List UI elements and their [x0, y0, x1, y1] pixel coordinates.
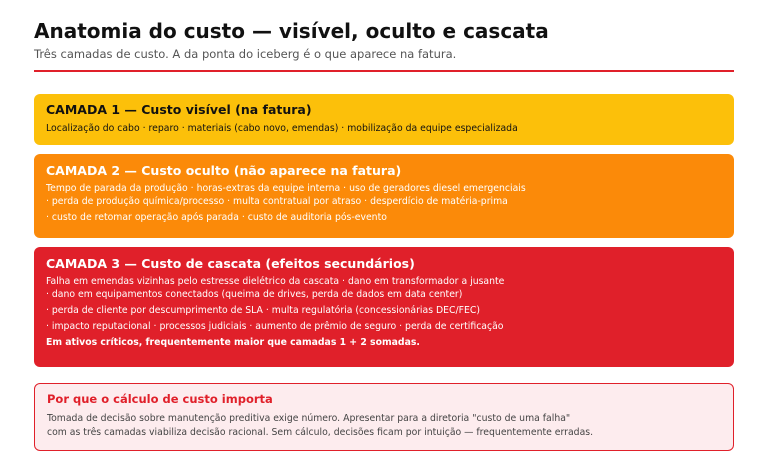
layer-3-line: · perda de cliente por descumprimento de SLA · multa regulatória (concessionárias DEC/FEC): [46, 305, 481, 316]
layer-3-line: · impacto reputacional · processos judiciais · aumento de prêmio de seguro · perda de certificação: [46, 321, 504, 332]
why-cost-matters-box: [34, 383, 734, 451]
layer-2-hidden-cost: [34, 154, 734, 238]
layer-1-line: Localização do cabo · reparo · materiais (cabo novo, emendas) · mobilização da equipe especializada: [46, 123, 518, 134]
layer-3-title: CAMADA 3 — Custo de cascata (efeitos secundários): [46, 256, 415, 271]
layer-1-visible-cost: [34, 94, 734, 145]
layer-2-title: CAMADA 2 — Custo oculto (não aparece na fatura): [46, 163, 402, 178]
layer-2-line: · perda de produção química/processo · multa contratual por atraso · desperdício de matéria-prima: [46, 196, 508, 207]
why-line: com as três camadas viabiliza decisão racional. Sem cálculo, decisões ficam por intuição — frequentemente erradas.: [47, 427, 594, 438]
page-subtitle: Três camadas de custo. A da ponta do iceberg é o que aparece na fatura.: [34, 47, 457, 61]
layer-1-title: CAMADA 1 — Custo visível (na fatura): [46, 102, 312, 117]
layer-3-line: Falha em emendas vizinhas pelo estresse dielétrico da cascata · dano em transformador a jusante: [46, 276, 505, 287]
layer-2-line: Tempo de parada da produção · horas-extras da equipe interna · uso de geradores diesel emergenciais: [46, 183, 526, 194]
layer-3-emphasis: Em ativos críticos, frequentemente maior que camadas 1 + 2 somadas.: [46, 337, 420, 348]
layer-3-line: · dano em equipamentos conectados (queima de drives, perda de dados em data center): [46, 289, 463, 300]
why-line: Tomada de decisão sobre manutenção preditiva exige número. Apresentar para a diretoria "custo de uma falha": [47, 413, 571, 424]
title-divider: [34, 70, 734, 72]
why-title: Por que o cálculo de custo importa: [47, 392, 273, 406]
page-title: Anatomia do custo — visível, oculto e cascata: [34, 19, 549, 43]
layer-2-line: · custo de retomar operação após parada · custo de auditoria pós-evento: [46, 212, 387, 223]
layer-3-cascade-cost: [34, 247, 734, 367]
